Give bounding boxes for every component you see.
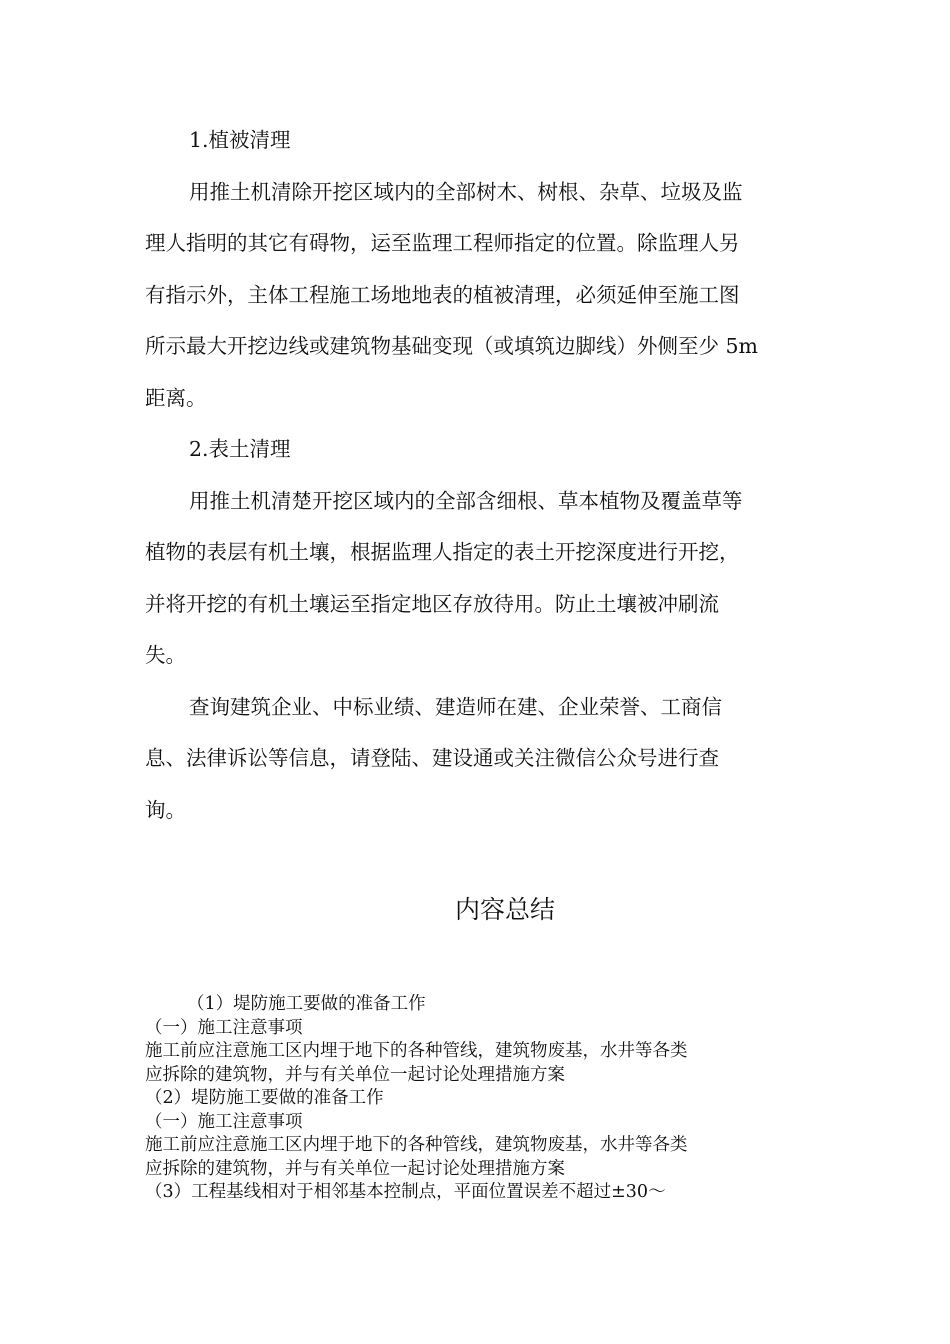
notice-paragraph <box>145 682 810 837</box>
paragraph-topsoil <box>145 476 810 682</box>
summary-line: 应拆除的建筑物，并与有关单位一起讨论处理措施方案 <box>145 1158 565 1179</box>
section-heading-topsoil: 2.表土清理 <box>189 437 291 461</box>
paragraph-line: 所示最大开挖边线或建筑物基础变现（或填筑边脚线）外侧至少 5m <box>145 334 758 358</box>
document-body <box>145 115 810 836</box>
paragraph-line: 植物的表层有机土壤，根据监理人指定的表土开挖深度进行开挖， <box>145 540 740 564</box>
summary-title: 内容总结 <box>454 895 555 924</box>
paragraph-line: 询。 <box>145 797 186 822</box>
summary-line: （一）施工注意事项 <box>145 1017 303 1038</box>
paragraph-line: 用推土机清楚开挖区域内的全部含细根、草本植物及覆盖草等 <box>189 488 743 513</box>
paragraph-line: 距离。 <box>145 385 207 410</box>
paragraph-line: 息、法律诉讼等信息，请登陆、建设通或关注微信公众号进行查 <box>145 746 719 770</box>
paragraph-line: 用推土机清除开挖区域内的全部树木、树根、杂草、垃圾及监 <box>189 179 743 204</box>
summary-line: 应拆除的建筑物，并与有关单位一起讨论处理措施方案 <box>145 1064 565 1085</box>
paragraph-line: 有指示外，主体工程施工场地地表的植被清理，必须延伸至施工图 <box>145 282 740 307</box>
paragraph-line: 理人指明的其它有碍物，运至监理工程师指定的位置。除监理人另 <box>145 231 740 255</box>
summary-line: 施工前应注意施工区内埋于地下的各种管线，建筑物废基，水井等各类 <box>145 1135 688 1155</box>
paragraph-line: 失。 <box>145 643 186 667</box>
section-heading-vegetation: 1.植被清理 <box>189 128 291 152</box>
summary-line: （2）堤防施工要做的准备工作 <box>145 1088 384 1108</box>
summary-line: （3）工程基线相对于相邻基本控制点，平面位置误差不超过±30～ <box>145 1182 666 1202</box>
paragraph-vegetation <box>145 167 810 425</box>
paragraph-line: 查询建筑企业、中标业绩、建造师在建、企业荣誉、工商信 <box>189 694 722 719</box>
summary-line: （一）施工注意事项 <box>145 1111 303 1132</box>
summary-line: （1）堤防施工要做的准备工作 <box>187 994 426 1014</box>
summary-line: 施工前应注意施工区内埋于地下的各种管线，建筑物废基，水井等各类 <box>145 1041 688 1061</box>
summary-block <box>145 993 810 1205</box>
paragraph-line: 并将开挖的有机土壤运至指定地区存放待用。防止土壤被冲刷流 <box>145 591 719 616</box>
